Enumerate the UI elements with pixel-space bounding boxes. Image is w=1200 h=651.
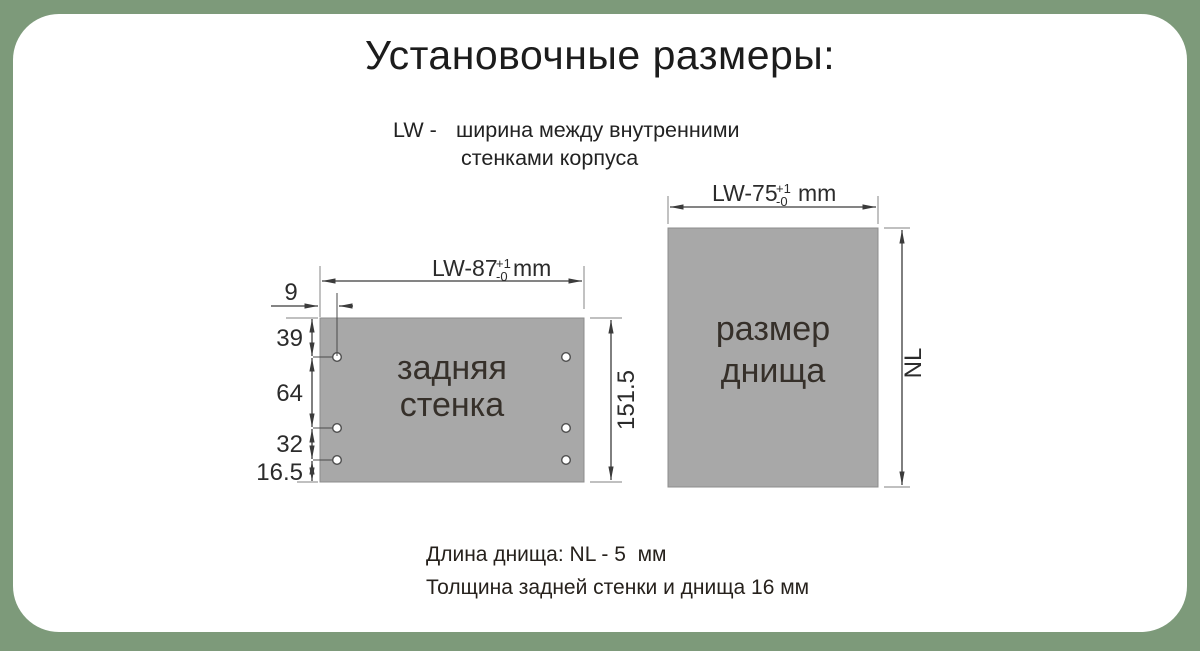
bottom-panel-diagram [668, 180, 927, 487]
hole-offset-value: 9 [284, 279, 298, 306]
back-wall-width-value: LW-87 [432, 255, 498, 281]
note-bottom-length: Длина днища: NL - 5 мм [426, 543, 667, 566]
back-wall-width-tol-plus: +1 [496, 256, 511, 271]
bottom-panel-height-dimension [884, 228, 927, 487]
bottom-panel-width-tol-minus: -0 [776, 194, 788, 209]
note-thickness: Толщина задней стенки и днища 16 мм [426, 576, 810, 599]
hole [562, 424, 571, 433]
back-wall-width-unit: mm [513, 255, 552, 281]
hole [333, 456, 342, 465]
hole [562, 456, 571, 465]
back-wall-width-dimension [320, 255, 584, 317]
bottom-panel-width-value: LW-75 [712, 180, 778, 206]
back-wall-width-tol-minus: -0 [496, 269, 508, 284]
legend-term: LW - [393, 118, 437, 142]
dim-16-5: 16.5 [256, 459, 303, 486]
back-wall-height-value: 151.5 [613, 369, 640, 431]
bottom-panel-width-unit: mm [798, 180, 837, 206]
bottom-panel-width-dimension [668, 180, 878, 224]
page-title: Установочные размеры: [364, 32, 836, 78]
lw-legend [393, 118, 740, 170]
hole [333, 424, 342, 433]
dim-39: 39 [276, 325, 303, 352]
back-wall-height-dimension [590, 318, 640, 482]
hole [562, 353, 571, 362]
back-wall-label-line2: стенка [399, 386, 505, 424]
legend-line2: стенками корпуса [461, 146, 639, 170]
back-wall-diagram [256, 255, 640, 486]
bottom-panel-label-line2: днища [720, 352, 826, 390]
bottom-panel-label-line1: размер [715, 310, 831, 348]
legend-line1: ширина между внутренними [456, 118, 740, 142]
bottom-panel-height-value: NL [900, 347, 927, 379]
back-wall-label-line1: задняя [397, 349, 507, 387]
bottom-panel-width-tol-plus: +1 [776, 181, 791, 196]
dim-32: 32 [276, 431, 303, 458]
dim-64: 64 [276, 380, 303, 407]
notes [426, 543, 809, 599]
